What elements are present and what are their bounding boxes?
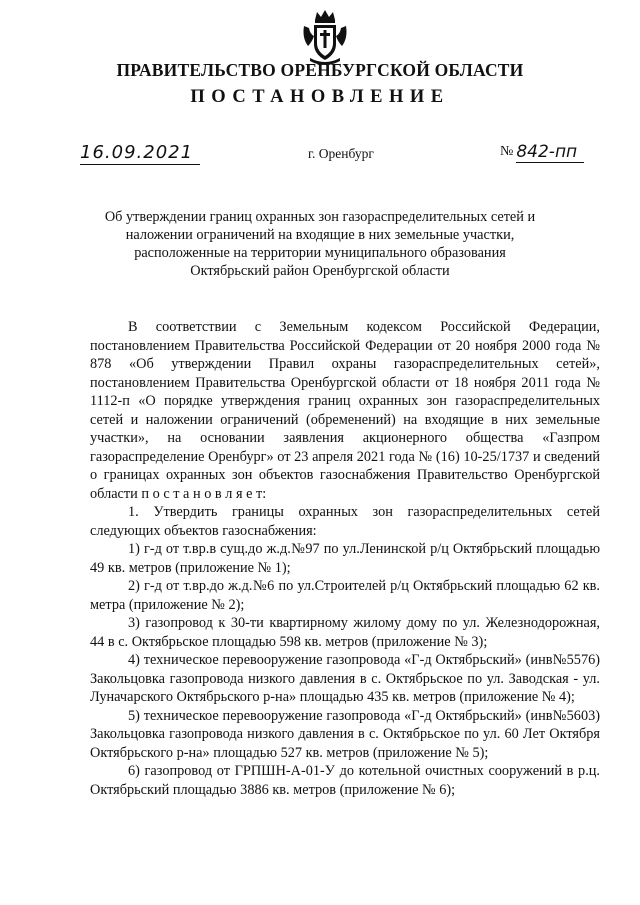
- list-item: 4) техническое перевооружение газопровода «Г-д Октябрьский» (инв№5576) Закольцовка газопровода низкого давления в с. Октябрьское по ул. Заводская - ул. Луначарского Октябрьского р-на» площадью 435 кв. метров (приложение № 4);: [90, 652, 600, 705]
- list-item: 3) газопровод к 30-ти квартирному жилому дому по ул. Железнодорожная, 44 в с. Октябрьское площадью 598 кв. метров (приложение № 3);: [90, 615, 600, 650]
- list-item: 1) г-д от т.вр.в сущ.до ж.д.№97 по ул.Ленинской р/ц Октябрьский площадью 49 кв. метров (приложение № 1);: [90, 541, 600, 576]
- government-title: ПРАВИТЕЛЬСТВО ОРЕНБУРГСКОЙ ОБЛАСТИ: [116, 60, 524, 80]
- point-1-paragraph: 1. Утвердить границы охранных зон газораспределительных сетей следующих объектов газоснабжения:: [90, 504, 600, 539]
- document-type: ПОСТАНОВЛЕНИЕ: [190, 87, 450, 107]
- subject-line: расположенные на территории муниципального образования: [134, 245, 506, 261]
- document-city: г. Оренбург: [308, 146, 374, 161]
- list-item: 5) техническое перевооружение газопровода «Г-д Октябрьский» (инв№5603) Закольцовка газопровода низкого давления в с. Октябрьское по ул. 60 Лет Октября Октябрьского р-на» площадью 527 кв. метров (приложение № 5);: [90, 707, 600, 761]
- subject-line: Октябрьский район Оренбургской области: [190, 263, 450, 279]
- document-number: [500, 142, 584, 163]
- document-body: [90, 318, 600, 799]
- preamble-paragraph: В соответствии с Земельным кодексом Российской Федерации, постановлением Правительства Российской Федерации от 20 ноября 2000 года № 878 «Об утверждении Правил охраны газораспределительных сетей», постановлением Правительства Оренбургской области от 18 ноября 2011 года № 1112-п «О порядке утверждения границ охранных зон газораспределительных сетей и наложении ограничений (обременений) на входящие в них земельные участки», на основании заявления акционерного общества «Газпром газораспределение Оренбург» от 23 апреля 2021 года № (16) 10-25/1737 и сведений о границах охранных зон объектов газоснабжения Правительство Оренбургской области п о с т а н о в л я е т:: [90, 319, 600, 502]
- document-subject: [0, 208, 640, 280]
- number-value: 842-пп: [516, 142, 584, 163]
- list-item: 6) газопровод от ГРПШН-А-01-У до котельной очистных сооружений в р.ц. Октябрьский площадью 3886 кв. метров (приложение № 6);: [90, 763, 600, 798]
- subject-line: Об утверждении границ охранных зон газораспределительных сетей и: [104, 209, 536, 225]
- subject-line: наложении ограничений на входящие в них земельные участки,: [125, 227, 515, 243]
- number-label: №: [500, 144, 514, 159]
- orenburg-coat-of-arms-icon: [300, 8, 350, 66]
- document-date: 16.09.2021: [80, 142, 200, 165]
- list-item: 2) г-д от т.вр.до ж.д.№6 по ул.Строителей р/ц Октябрьский площадью 62 кв. метра (приложение № 2);: [90, 578, 600, 613]
